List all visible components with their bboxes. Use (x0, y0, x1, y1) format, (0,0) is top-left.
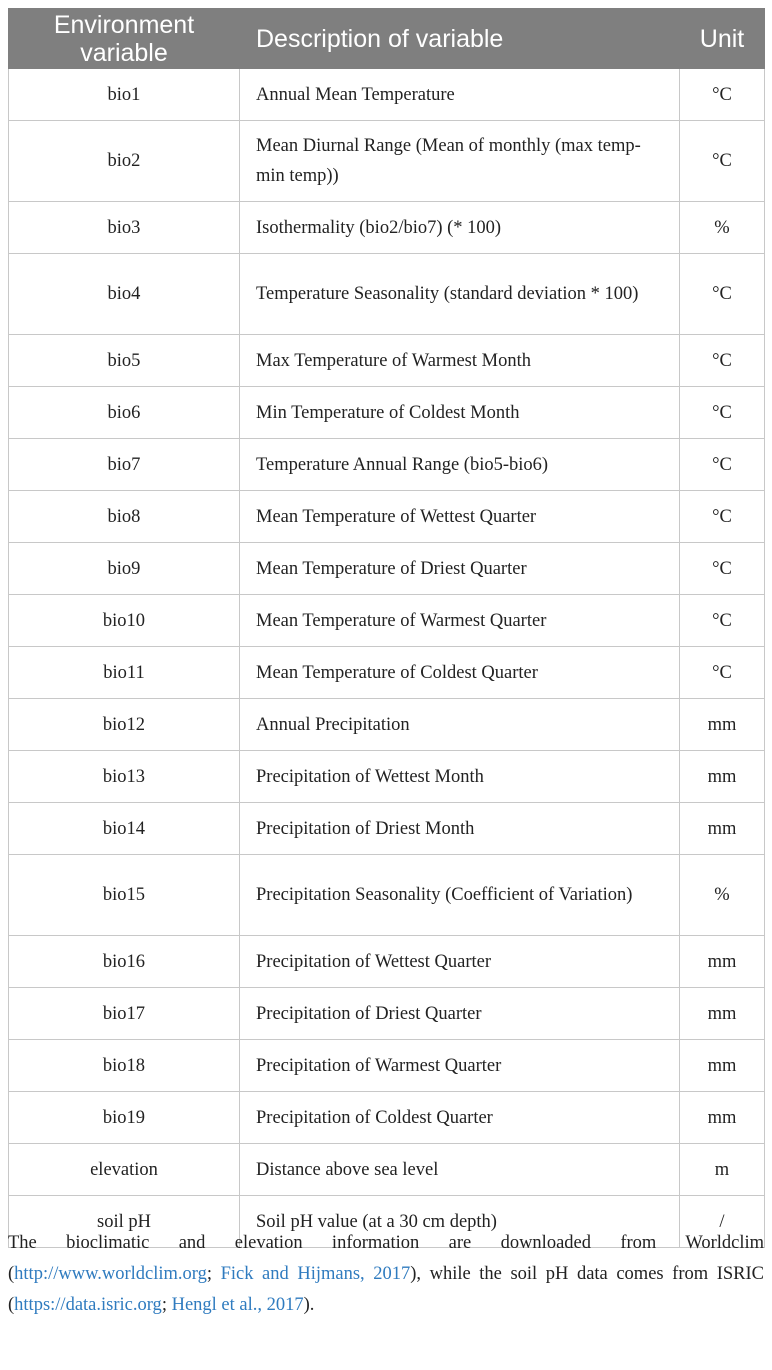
table-row (9, 543, 765, 595)
description-cell: Annual Mean Temperature (240, 69, 680, 121)
unit-cell: °C (680, 439, 765, 491)
unit-cell: m (680, 1144, 765, 1196)
description-cell: Mean Temperature of Warmest Quarter (240, 595, 680, 647)
variable-cell: bio16 (9, 936, 240, 988)
variable-cell: bio19 (9, 1092, 240, 1144)
variables-table-container (8, 8, 764, 1248)
unit-cell: mm (680, 751, 765, 803)
unit-cell: mm (680, 699, 765, 751)
unit-cell: mm (680, 803, 765, 855)
table-footnote (8, 1228, 764, 1321)
unit-cell: % (680, 202, 765, 254)
variable-cell: bio4 (9, 254, 240, 335)
header-environment-variable: Environment variable (9, 9, 240, 69)
table-row (9, 335, 765, 387)
header-unit: Unit (680, 9, 765, 69)
footnote-text: ). (303, 1295, 315, 1315)
variable-cell: bio18 (9, 1040, 240, 1092)
table-row (9, 699, 765, 751)
unit-cell: °C (680, 254, 765, 335)
description-cell: Temperature Annual Range (bio5-bio6) (240, 439, 680, 491)
table-row (9, 751, 765, 803)
description-cell: Min Temperature of Coldest Month (240, 387, 680, 439)
footnote-text: ; (206, 1264, 221, 1284)
table-row (9, 803, 765, 855)
variable-cell: bio1 (9, 69, 240, 121)
variable-cell: elevation (9, 1144, 240, 1196)
unit-cell: / (680, 1196, 765, 1248)
unit-cell: °C (680, 335, 765, 387)
table-row (9, 254, 765, 335)
unit-cell: °C (680, 491, 765, 543)
table-row (9, 1040, 765, 1092)
variable-cell: bio7 (9, 439, 240, 491)
table-row (9, 69, 765, 121)
unit-cell: °C (680, 121, 765, 202)
variable-cell: bio14 (9, 803, 240, 855)
worldclim-link[interactable]: http://www.worldclim.org (14, 1264, 207, 1284)
variable-cell: bio9 (9, 543, 240, 595)
description-cell: Precipitation of Wettest Quarter (240, 936, 680, 988)
variable-cell: bio5 (9, 335, 240, 387)
table-row (9, 202, 765, 254)
footnote-text: ; (161, 1295, 172, 1315)
unit-cell: % (680, 855, 765, 936)
fick-hijmans-reference-link[interactable]: Fick and Hijmans, 2017 (220, 1264, 411, 1284)
table-row (9, 387, 765, 439)
unit-cell: mm (680, 1040, 765, 1092)
variable-cell: bio12 (9, 699, 240, 751)
table-row (9, 1144, 765, 1196)
variable-cell: bio8 (9, 491, 240, 543)
table-row (9, 1092, 765, 1144)
description-cell: Soil pH value (at a 30 cm depth) (240, 1196, 680, 1248)
unit-cell: mm (680, 988, 765, 1040)
description-cell: Precipitation of Driest Month (240, 803, 680, 855)
header-description: Description of variable (240, 9, 680, 69)
description-cell: Precipitation of Warmest Quarter (240, 1040, 680, 1092)
description-cell: Mean Diurnal Range (Mean of monthly (max temp-min temp)) (240, 121, 680, 202)
description-cell: Isothermality (bio2/bio7) (* 100) (240, 202, 680, 254)
unit-cell: °C (680, 387, 765, 439)
description-cell: Max Temperature of Warmest Month (240, 335, 680, 387)
variable-cell: bio3 (9, 202, 240, 254)
unit-cell: °C (680, 647, 765, 699)
table-body (9, 69, 765, 1248)
table-row (9, 647, 765, 699)
isric-link[interactable]: https://data.isric.org (14, 1295, 162, 1315)
environment-variables-table (8, 8, 765, 1248)
table-row (9, 491, 765, 543)
variable-cell: bio13 (9, 751, 240, 803)
variable-cell: soil pH (9, 1196, 240, 1248)
table-row (9, 936, 765, 988)
description-cell: Annual Precipitation (240, 699, 680, 751)
table-row (9, 595, 765, 647)
description-cell: Mean Temperature of Wettest Quarter (240, 491, 680, 543)
variable-cell: bio6 (9, 387, 240, 439)
variable-cell: bio11 (9, 647, 240, 699)
unit-cell: °C (680, 595, 765, 647)
unit-cell: mm (680, 936, 765, 988)
variable-cell: bio10 (9, 595, 240, 647)
variable-cell: bio2 (9, 121, 240, 202)
table-row (9, 439, 765, 491)
description-cell: Mean Temperature of Driest Quarter (240, 543, 680, 595)
description-cell: Distance above sea level (240, 1144, 680, 1196)
variable-cell: bio17 (9, 988, 240, 1040)
hengl-reference-link[interactable]: Hengl et al., 2017 (171, 1295, 304, 1315)
footnote-text: ), while the soil pH data comes from ISRIC ( (8, 1264, 765, 1315)
table-header-row (9, 9, 765, 69)
table-row (9, 121, 765, 202)
table-row (9, 988, 765, 1040)
unit-cell: °C (680, 543, 765, 595)
variable-cell: bio15 (9, 855, 240, 936)
table-row (9, 855, 765, 936)
description-cell: Precipitation of Wettest Month (240, 751, 680, 803)
unit-cell: °C (680, 69, 765, 121)
description-cell: Precipitation of Coldest Quarter (240, 1092, 680, 1144)
description-cell: Mean Temperature of Coldest Quarter (240, 647, 680, 699)
description-cell: Temperature Seasonality (standard deviation * 100) (240, 254, 680, 335)
description-cell: Precipitation of Driest Quarter (240, 988, 680, 1040)
description-cell: Precipitation Seasonality (Coefficient of Variation) (240, 855, 680, 936)
footnote-text: The bioclimatic and elevation information are downloaded from Worldclim ( (8, 1233, 764, 1284)
unit-cell: mm (680, 1092, 765, 1144)
